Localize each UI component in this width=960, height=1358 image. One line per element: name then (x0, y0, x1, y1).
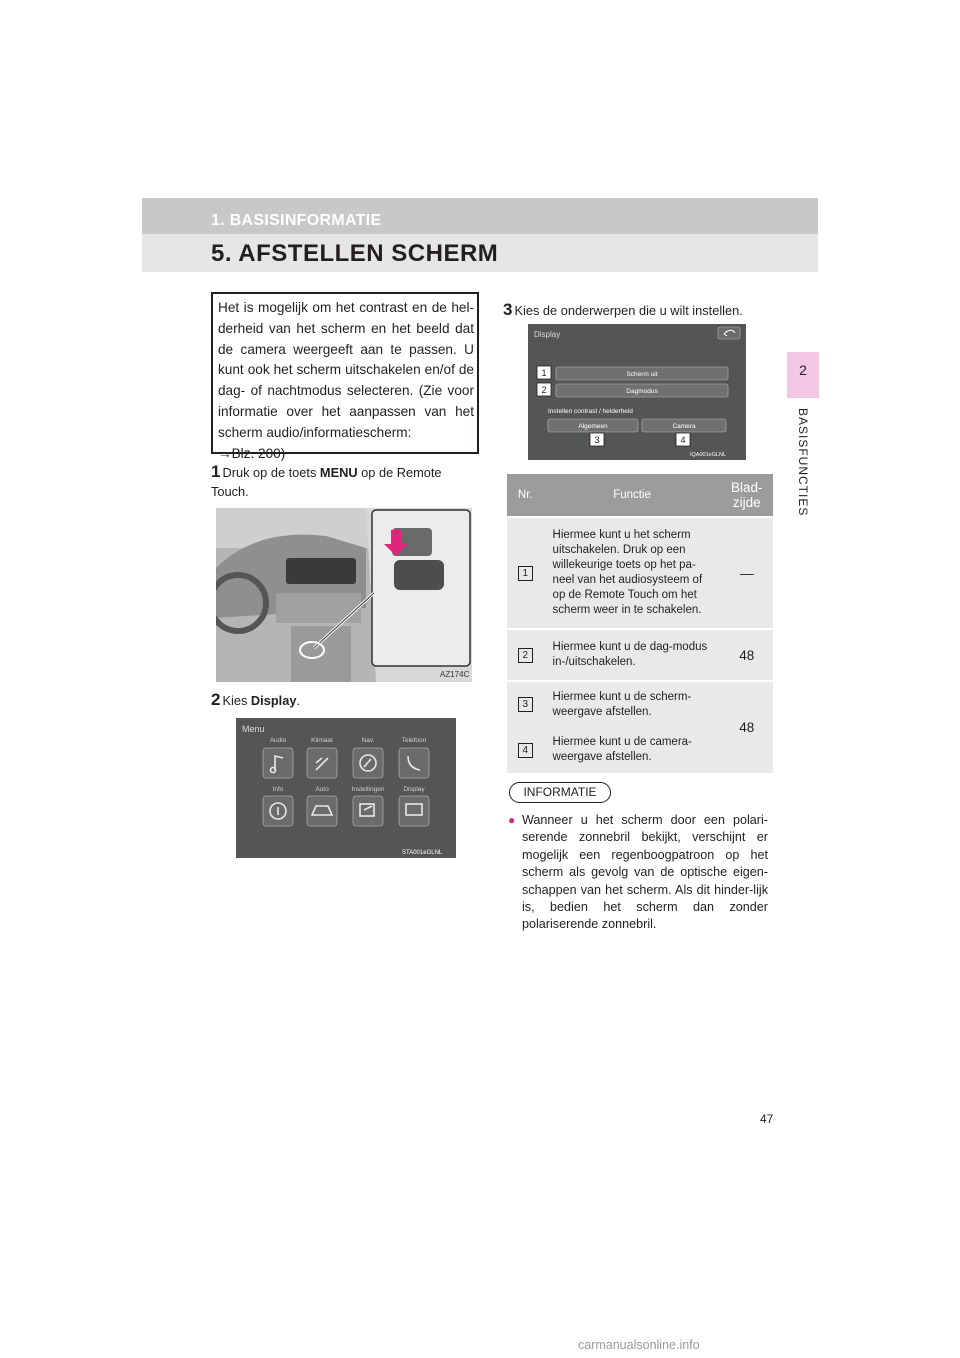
display-btn-dagmodus: Dagmodus (626, 388, 658, 395)
table-row (507, 629, 773, 681)
bullet-icon: ● (508, 813, 516, 827)
menu-screen-title: Menu (242, 724, 265, 734)
page-title: 5. AFSTELLEN SCHERM (211, 240, 499, 267)
row-page: — (721, 517, 773, 629)
car-interior-photo (216, 508, 472, 682)
table-row (507, 517, 773, 629)
row-number: 4 (518, 743, 533, 758)
callout-3: 3 (594, 435, 600, 445)
display-figure-code: IQA001eGLNL (690, 452, 727, 458)
row-page: 48 (721, 629, 773, 681)
row-number: 1 (518, 566, 533, 581)
row-function: Hiermee kunt u het scherm uitschakelen. Druk op een willekeurige toets op het pa-neel van het audiosysteem of op de Remote Touch om het scherm weer in te schakelen. (544, 517, 721, 629)
info-text: Wanneer u het scherm door een polari-serende zonnebril bekijkt, verschijnt er mogelijk een regenboogpatroon op het scherm als gevolg van de optische eigen-schappen van het scherm. Als dit hinder-lijk is, bedien het scherm dan zonder polariserende zonnebril. (522, 813, 768, 932)
display-btn-algemeen: Algemeen (578, 423, 608, 430)
intro-box (211, 292, 479, 461)
menu-figure-code: STA001eGLNL (402, 850, 443, 856)
display-section-label: Instellen contrast / helderheid (548, 408, 633, 415)
watermark[interactable]: carmanualsonline.info (578, 1338, 700, 1352)
menu-label-telefoon: Telefoon (401, 737, 427, 744)
step-3: 3 Kies de onderwerpen die u wilt instellen. (503, 300, 743, 319)
menu-label-info: Info (272, 786, 284, 793)
table-row (507, 681, 773, 727)
callout-2: 2 (541, 385, 547, 395)
row-function: Hiermee kunt u de camera-weergave afstellen. (544, 727, 721, 773)
menu-screen-figure (236, 718, 456, 858)
menu-label-klimaat: Klimaat (311, 737, 333, 744)
menu-label-audio: Audio (269, 737, 287, 744)
chapter-tab-label: BASISFUNCTIES (796, 408, 810, 517)
page-number: 47 (760, 1112, 774, 1126)
display-btn-camera: Camera (672, 423, 696, 430)
row-number: 3 (518, 697, 533, 712)
function-table (507, 474, 773, 773)
row-number: 2 (518, 648, 533, 663)
display-btn-scherm-uit: Scherm uit (626, 371, 658, 378)
col-header-bladzijde: Blad- zijde (721, 474, 773, 517)
row-function: Hiermee kunt u de scherm-weergave afstellen. (544, 681, 721, 727)
col-header-nr: Nr. (507, 474, 544, 517)
callout-4: 4 (680, 435, 686, 445)
row-function: Hiermee kunt u de dag-modus in-/uitschakelen. (544, 629, 721, 681)
intro-text: Het is mogelijk om het contrast en de hel-derheid van het scherm en het beeld dat de camera weergeeft aan te passen. U kunt ook het scherm uitschakelen en/of de dag- of nachtmodus selecteren. (Zie voor informatie over het aanpassen van het scherm audio/informatiescherm: (218, 300, 474, 440)
section-label: 1. BASISINFORMATIE (211, 212, 382, 229)
display-screen-title: Display (534, 330, 561, 339)
callout-1: 1 (541, 368, 547, 378)
chapter-tab-number: 2 (799, 362, 807, 378)
step-2: 2 Kies Display. (211, 690, 301, 709)
menu-label-nav: Nav. (361, 737, 375, 744)
figure-code: AZ174C (440, 670, 470, 679)
col-header-functie: Functie (544, 474, 721, 517)
display-screen-figure (528, 324, 746, 460)
step-1: 1 Druk op de toets MENU op de Remote Touch. (211, 462, 442, 499)
menu-label-display: Display (403, 786, 425, 793)
intro-page-ref: →Blz. 200) (218, 445, 286, 461)
row-page: 48 (721, 681, 773, 773)
info-label: INFORMATIE (509, 782, 611, 803)
menu-label-instellingen: Instellingen (351, 786, 385, 793)
menu-label-auto: Auto (315, 786, 329, 793)
info-note (508, 812, 768, 934)
